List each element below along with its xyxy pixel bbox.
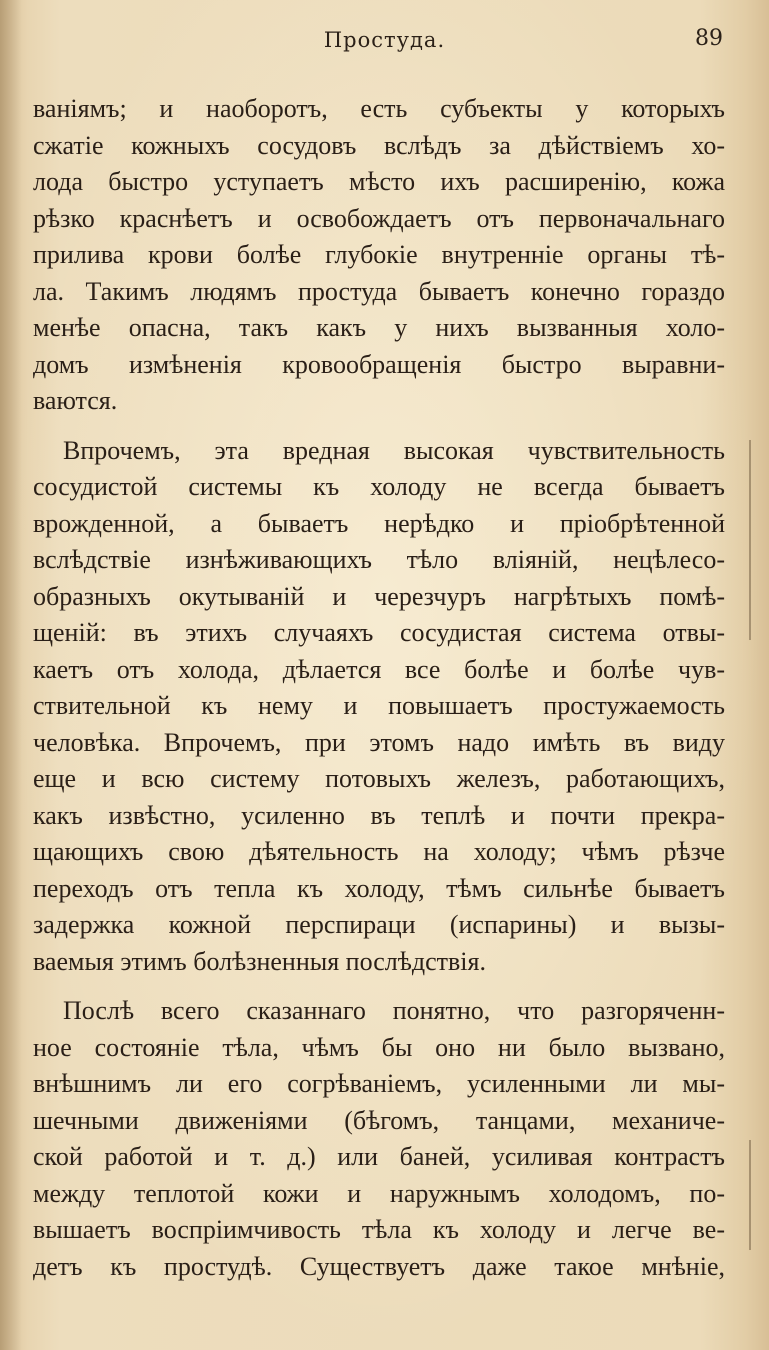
text-line: Послѣ всего сказаннаго понятно, что разгоряченн- bbox=[63, 996, 725, 1025]
text-line: задержка кожной перспираци (испарины) и вызы- bbox=[33, 910, 725, 939]
body-text bbox=[33, 91, 725, 1285]
text-line: Впрочемъ, эта вредная высокая чувствительность bbox=[63, 435, 725, 465]
page-number: 89 bbox=[695, 26, 723, 51]
text-line: ваются. bbox=[33, 386, 118, 415]
text-line: прилива крови болѣе глубокіе внутренніе органы тѣ- bbox=[33, 240, 725, 269]
running-title: Простуда. bbox=[323, 28, 446, 52]
text-line: щающихъ свою дѣятельность на холоду; чѣмъ рѣзче bbox=[33, 837, 725, 866]
text-line: ное состояніе тѣла, чѣмъ бы оно ни было вызвано, bbox=[33, 1032, 725, 1062]
text-line: человѣка. Впрочемъ, при этомъ надо имѣть въ виду bbox=[33, 727, 725, 757]
text-line: ваемыя этимъ болѣзненныя послѣдствія. bbox=[33, 946, 486, 976]
text-line: домъ измѣненія кровообращенія быстро выравни- bbox=[33, 349, 725, 379]
text-line: врожденной, а бываетъ нерѣдко и пріобрѣтенной bbox=[33, 508, 725, 538]
paragraph-3 bbox=[33, 993, 725, 1285]
text-line: ствительной къ нему и повышаетъ простужаемость bbox=[33, 691, 725, 720]
text-line: сосудистой системы къ холоду не всегда бываетъ bbox=[33, 472, 725, 501]
text-line: образныхъ окутываній и черезчуръ нагрѣтыхъ помѣ- bbox=[33, 581, 725, 611]
gutter-shadow bbox=[0, 0, 22, 1350]
text-line: лода быстро уступаетъ мѣсто ихъ расширенію, кожа bbox=[33, 167, 725, 196]
text-line: вслѣдствіе изнѣживающихъ тѣло вліяній, нецѣлесо- bbox=[33, 545, 725, 574]
text-line: детъ къ простудѣ. Существуетъ даже такое мнѣніе, bbox=[33, 1251, 725, 1281]
text-line: ской работой и т. д.) или баней, усиливая контрастъ bbox=[33, 1142, 725, 1171]
page-edge-mark bbox=[749, 440, 751, 640]
text-line: рѣзко краснѣетъ и освобождаетъ отъ первоначальнаго bbox=[33, 203, 725, 233]
paragraph-1 bbox=[33, 91, 725, 420]
text-line: менѣе опасна, такъ какъ у нихъ вызванныя холо- bbox=[33, 313, 725, 342]
text-line: шечными движеніями (бѣгомъ, танцами, механиче- bbox=[33, 1105, 725, 1135]
text-line: вышаетъ воспріимчивость тѣла къ холоду и легче ве- bbox=[33, 1215, 725, 1244]
text-line: еще и всю систему потовыхъ железъ, работающихъ, bbox=[33, 764, 725, 793]
text-line: ла. Такимъ людямъ простуда бываетъ конечно гораздо bbox=[33, 276, 725, 306]
paragraph-2 bbox=[33, 433, 725, 981]
text-line: сжатіе кожныхъ сосудовъ вслѣдъ за дѣйствіемъ хо- bbox=[33, 130, 725, 160]
text-line: между теплотой кожи и наружнымъ холодомъ, по- bbox=[33, 1178, 725, 1208]
text-line: ваніямъ; и наоборотъ, есть субъекты у которыхъ bbox=[33, 94, 725, 123]
text-line: щеній: въ этихъ случаяхъ сосудистая система отвы- bbox=[33, 618, 725, 647]
text-line: каетъ отъ холода, дѣлается все болѣе и болѣе чув- bbox=[33, 654, 725, 684]
page-edge-mark bbox=[749, 1140, 751, 1250]
text-line: какъ извѣстно, усиленно въ теплѣ и почти прекра- bbox=[33, 800, 725, 830]
text-line: переходъ отъ тепла къ холоду, тѣмъ сильнѣе бываетъ bbox=[33, 873, 725, 903]
text-line: внѣшнимъ ли его согрѣваніемъ, усиленными ли мы- bbox=[33, 1069, 725, 1098]
